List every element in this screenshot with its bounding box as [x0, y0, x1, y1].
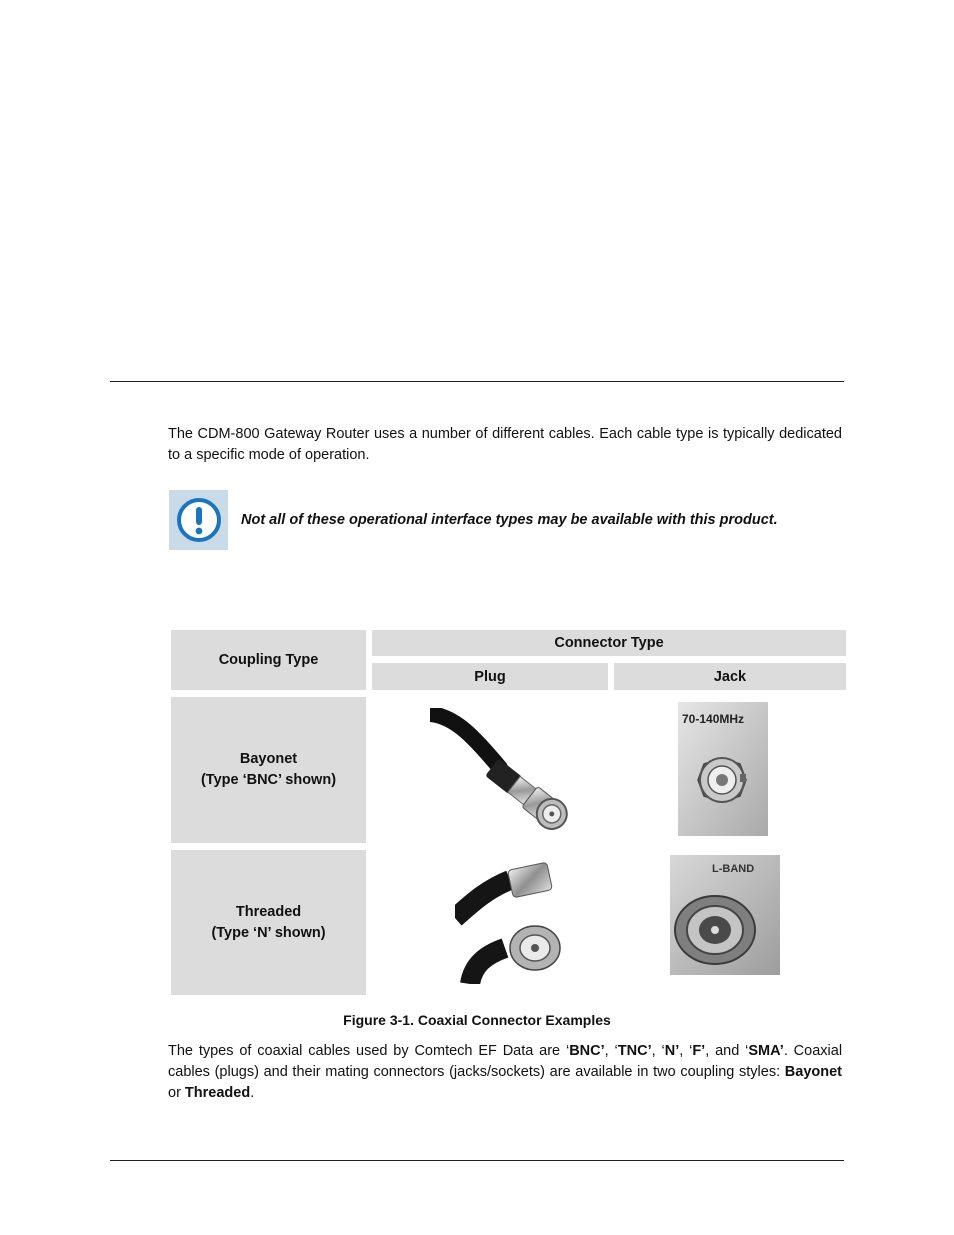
connector-sma: SMA’	[748, 1043, 784, 1059]
jack-panel-label: 70-140MHz	[682, 712, 745, 726]
plug-header: Plug	[372, 663, 608, 690]
text-run: , ‘	[679, 1043, 693, 1059]
jack-panel-label: L-BAND	[712, 863, 755, 875]
n-plug-photo	[455, 860, 565, 984]
text-run: . Coaxial cables (plugs) and their mating connectors (jacks/sockets) are available in two coupling styles:	[168, 1043, 843, 1080]
jack-header: Jack	[614, 663, 846, 690]
footer-divider	[110, 1160, 844, 1161]
connector-n: N’	[664, 1043, 680, 1059]
n-jack-photo	[670, 855, 780, 975]
figure-caption: Figure 3-1. Coaxial Connector Examples	[343, 1012, 611, 1028]
row-label-line1: Bayonet	[239, 751, 298, 767]
bnc-jack-photo	[678, 702, 768, 836]
text-run: .	[250, 1085, 255, 1101]
text-run: or	[168, 1085, 185, 1101]
coupling-bayonet: Bayonet	[784, 1064, 842, 1080]
row-label-line2: (Type ‘N’ shown)	[211, 924, 326, 941]
connector-type-header: Connector Type	[372, 630, 846, 656]
connector-bnc: BNC’	[569, 1043, 605, 1059]
row-label-line1: Threaded	[235, 903, 302, 920]
coax-types-paragraph	[168, 1041, 842, 1104]
connector-tnc: TNC’	[617, 1043, 652, 1059]
connector-f: F’	[692, 1043, 706, 1059]
row-label-line2: (Type ‘BNC’ shown)	[200, 772, 337, 788]
row-label-bayonet	[171, 697, 366, 843]
section-divider-top	[110, 381, 844, 382]
coupling-threaded: Threaded	[184, 1085, 251, 1101]
coupling-type-header: Coupling Type	[171, 630, 366, 690]
text-run: , and ‘	[705, 1043, 749, 1059]
row-label-threaded	[171, 850, 366, 995]
notice-text: Not all of these operational interface types may be available with this product.	[241, 512, 778, 528]
exclamation-circle-icon	[169, 490, 228, 550]
text-run: , ‘	[651, 1043, 665, 1059]
text-run: The types of coaxial cables used by Comtech EF Data are ‘	[168, 1043, 570, 1059]
text-run: , ‘	[604, 1043, 618, 1059]
notice-box	[169, 490, 849, 550]
bnc-plug-photo	[430, 708, 585, 833]
intro-paragraph: The CDM-800 Gateway Router uses a number of different cables. Each cable type is typically dedicated to a specific mode of operation.	[168, 426, 842, 463]
